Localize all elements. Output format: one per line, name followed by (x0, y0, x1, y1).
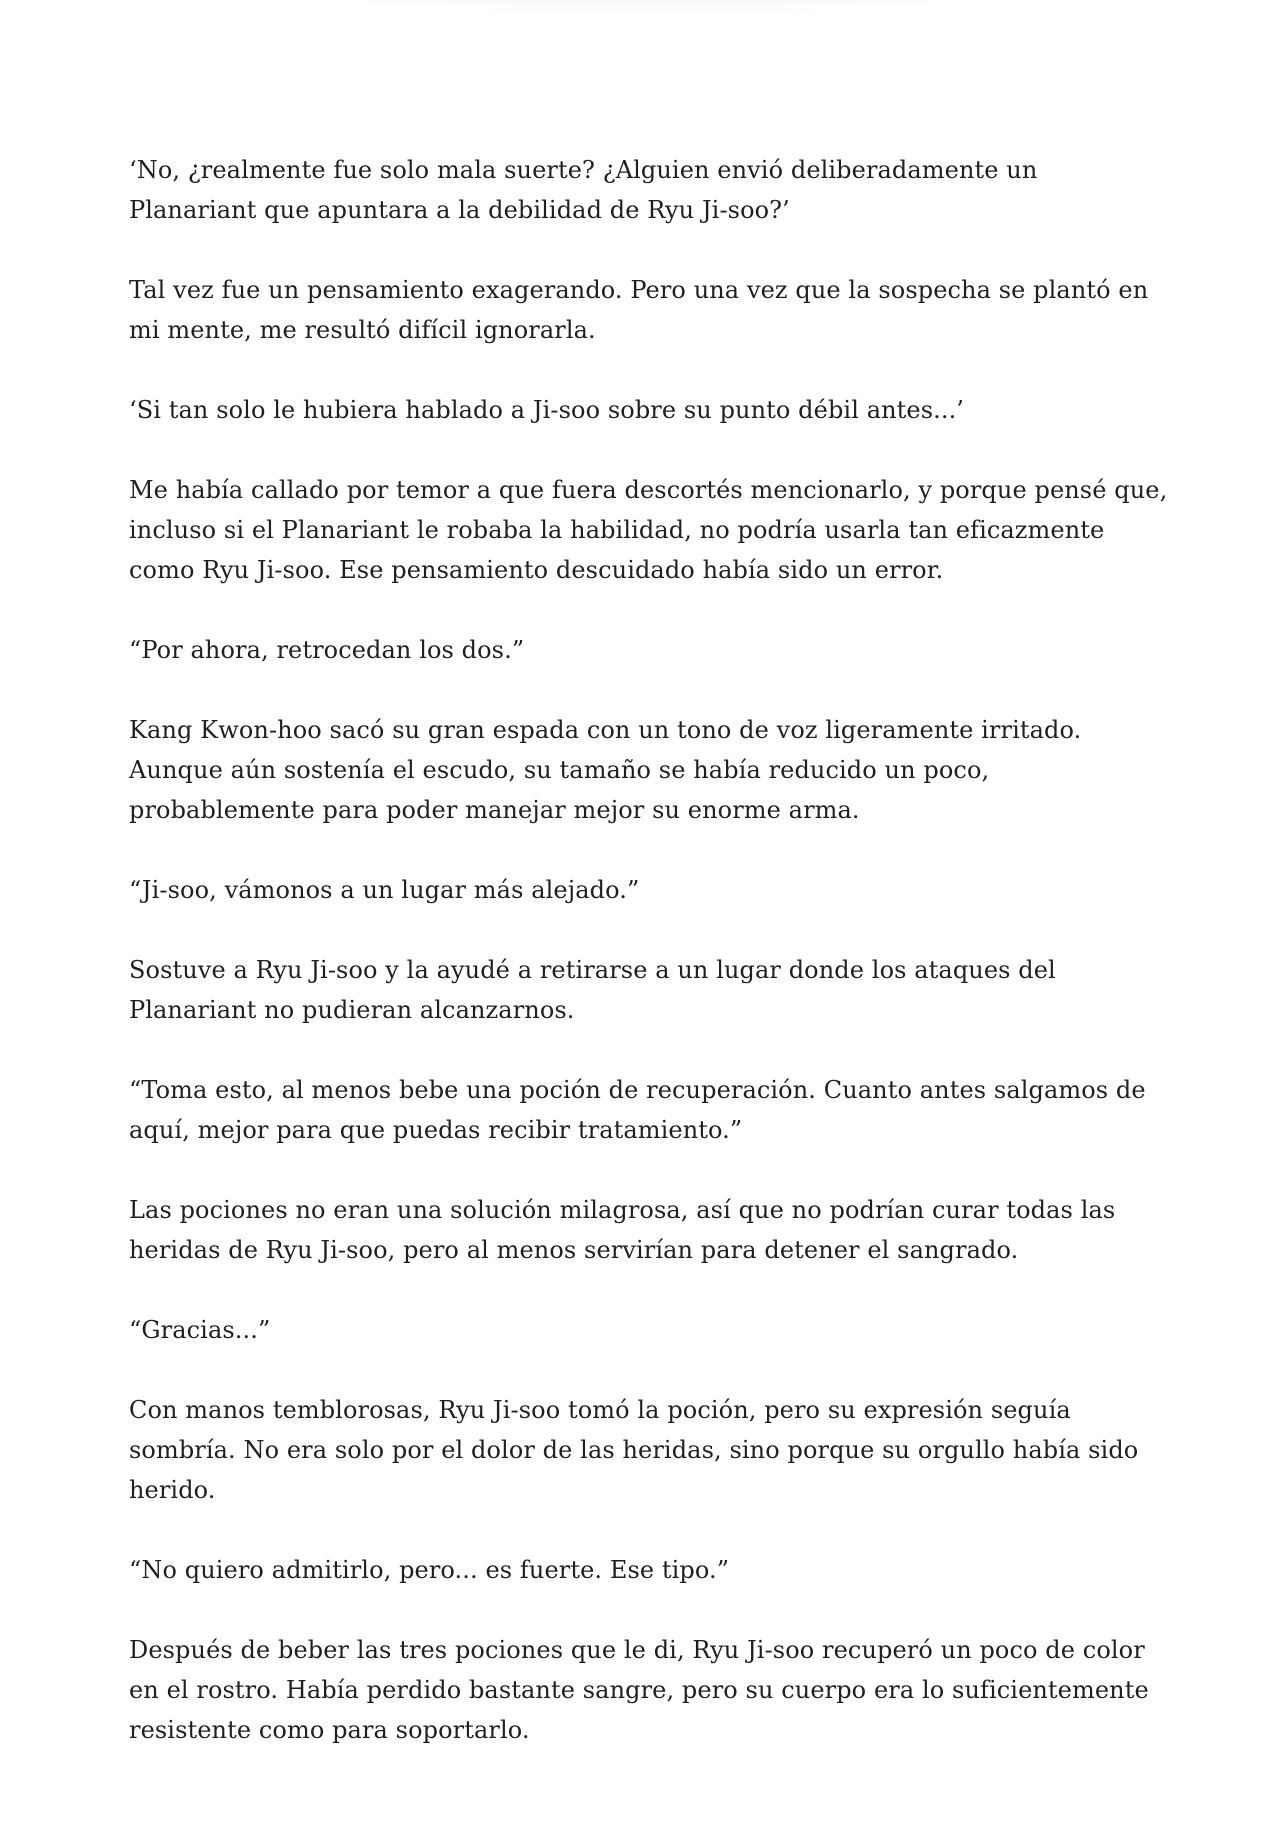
paragraph: “Toma esto, al menos bebe una poción de recuperación. Cuanto antes salgamos de aquí, mejor para que puedas recibir tratamiento.” (129, 1076, 1146, 1144)
paragraph: Las pociones no eran una solución milagrosa, así que no podrían curar todas las heridas de Ryu Ji-soo, pero al menos servirían para detener el sangrado. (129, 1196, 1116, 1264)
paragraph: Con manos temblorosas, Ryu Ji-soo tomó la poción, pero su expresión seguía sombría. No era solo por el dolor de las heridas, sino porque su orgullo había sido herido. (129, 1396, 1139, 1504)
paragraph: Sostuve a Ryu Ji-soo y la ayudé a retirarse a un lugar donde los ataques del Planariant no pudieran alcanzarnos. (129, 956, 1056, 1024)
paragraph: Kang Kwon-hoo sacó su gran espada con un tono de voz ligeramente irritado. Aunque aún sostenía el escudo, su tamaño se había reducido un poco, probablemente para poder manejar mejor su enorme arma. (129, 716, 1082, 824)
paragraph: “No quiero admitirlo, pero... es fuerte. Ese tipo.” (129, 1556, 730, 1584)
paragraph: Después de beber las tres pociones que le di, Ryu Ji-soo recuperó un poco de color en el rostro. Había perdido bastante sangre, pero su cuerpo era lo suficientemente resistente como para soportarlo. (129, 1636, 1149, 1744)
paragraph: ‘Si tan solo le hubiera hablado a Ji-soo sobre su punto débil antes...’ (129, 396, 965, 424)
top-shadow (320, 0, 980, 14)
document-body (129, 150, 1169, 1790)
paragraph: Tal vez fue un pensamiento exagerando. Pero una vez que la sospecha se plantó en mi mente, me resultó difícil ignorarla. (129, 276, 1149, 344)
paragraph: Me había callado por temor a que fuera descortés mencionarlo, y porque pensé que, incluso si el Planariant le robaba la habilidad, no podría usarla tan eficazmente como Ryu Ji-soo. Ese pensamiento descuidado había sido un error. (129, 476, 1168, 584)
paragraph: “Por ahora, retrocedan los dos.” (129, 636, 525, 664)
paragraph: “Ji-soo, vámonos a un lugar más alejado.” (129, 876, 640, 904)
paragraph: ‘No, ¿realmente fue solo mala suerte? ¿Alguien envió deliberadamente un Planariant que apuntara a la debilidad de Ryu Ji-soo?’ (129, 156, 1038, 224)
paragraph: “Gracias...” (129, 1316, 271, 1344)
